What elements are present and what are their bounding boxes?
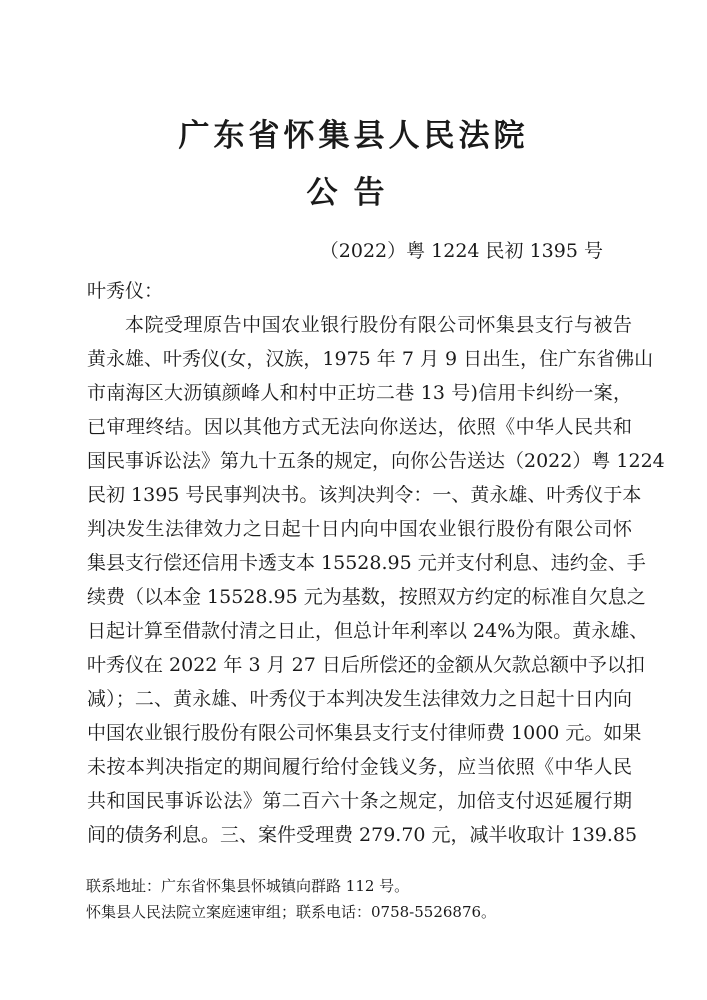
contact-phone: 怀集县人民法院立案庭速审组；联系电话：0758-5526876。 <box>86 903 497 921</box>
recipient-salutation: 叶秀仪： <box>87 280 164 302</box>
body-line: 减）；二、黄永雄、叶秀仪于本判决发生法律效力之日起十日内向 <box>87 688 632 710</box>
court-name-heading: 广东省怀集县人民法院 <box>178 118 529 154</box>
body-line: 国民事诉讼法》第九十五条的规定，向你公告送达（2022）粤 1224 <box>87 450 665 472</box>
body-line: 叶秀仪在 2022 年 3 月 27 日后所偿还的金额从欠款总额中予以扣 <box>87 654 645 676</box>
body-line: 日起计算至借款付清之日止，但总计年利率以 24%为限。黄永雄、 <box>87 620 649 642</box>
body-line: 黄永雄、叶秀仪(女，汉族，1975 年 7 月 9 日出生，住广东省佛山 <box>87 348 654 370</box>
case-number: （2022）粤 1224 民初 1395 号 <box>319 240 603 262</box>
body-line: 中国农业银行股份有限公司怀集县支行支付律师费 1000 元。如果 <box>87 722 642 744</box>
notice-title: 公告 <box>306 175 401 211</box>
body-line: 已审理终结。因以其他方式无法向你送达，依照《中华人民共和 <box>87 416 632 438</box>
body-line: 共和国民事诉讼法》第二百六十条之规定，加倍支付迟延履行期 <box>87 790 632 812</box>
body-line: 集县支行偿还信用卡透支本 15528.95 元并支付利息、违约金、手 <box>87 552 646 574</box>
body-line: 本院受理原告中国农业银行股份有限公司怀集县支行与被告 <box>125 314 632 336</box>
contact-address: 联系地址：广东省怀集县怀城镇向群路 112 号。 <box>86 877 410 895</box>
body-line: 民初 1395 号民事判决书。该判决判令：一、黄永雄、叶秀仪于本 <box>87 484 642 506</box>
body-line: 判决发生法律效力之日起十日内向中国农业银行股份有限公司怀 <box>87 518 632 540</box>
body-line: 间的债务利息。三、案件受理费 279.70 元，减半收取计 139.85 <box>87 824 638 846</box>
notice-body <box>87 308 665 852</box>
body-line: 未按本判决指定的期间履行给付金钱义务，应当依照《中华人民 <box>87 756 632 778</box>
contact-footer <box>86 873 646 925</box>
body-line: 市南海区大沥镇颜峰人和村中正坊二巷 13 号)信用卡纠纷一案， <box>87 382 632 404</box>
body-line: 续费（以本金 15528.95 元为基数，按照双方约定的标准自欠息之 <box>87 586 646 608</box>
